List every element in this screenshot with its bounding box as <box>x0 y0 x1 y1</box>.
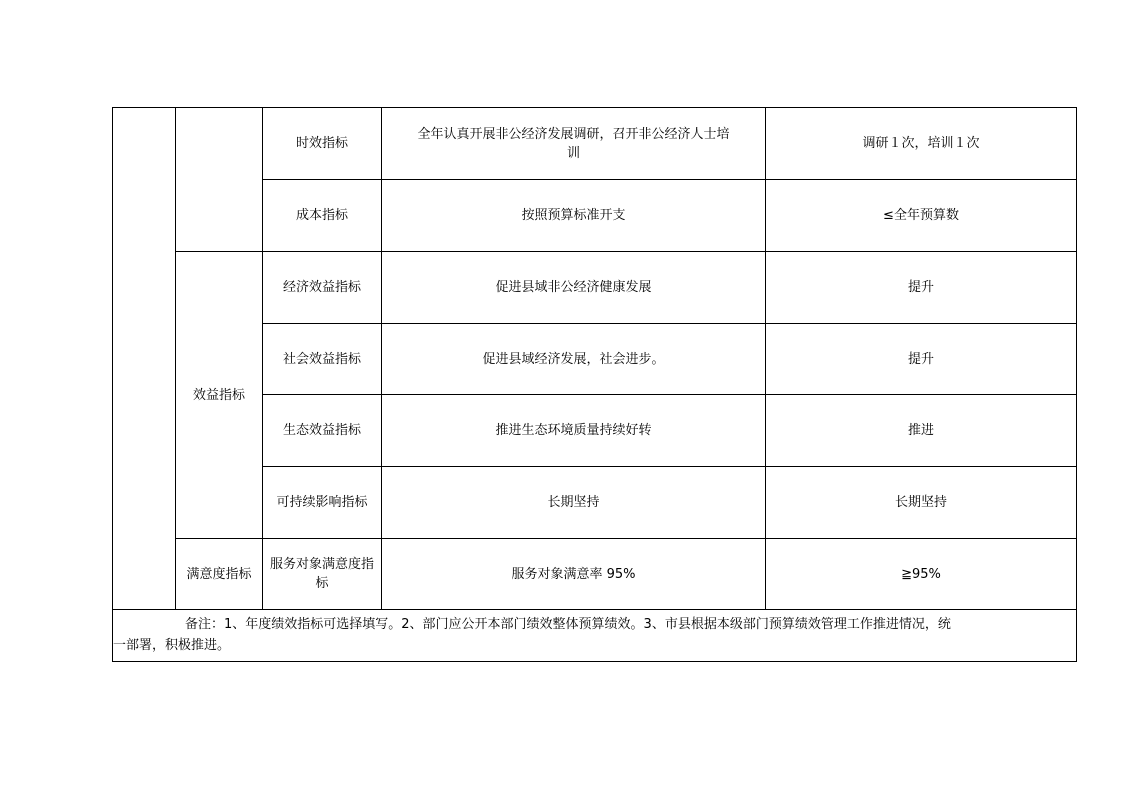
note-line-1: 备注：1、年度绩效指标可选择填写。2、部门应公开本部门绩效整体预算绩效。3、市县根据本级部门预算绩效管理工作推进情况，统 <box>185 617 951 632</box>
target-cell: 提升 <box>766 252 1077 324</box>
content-cell: 长期坚持 <box>382 467 766 539</box>
level2-category-cell: 效益指标 <box>176 252 263 539</box>
target-cell: 推进 <box>766 395 1077 467</box>
level2-category-cell <box>176 108 263 252</box>
content-cell: 服务对象满意率 95% <box>382 539 766 610</box>
table-row <box>113 539 1077 610</box>
target-cell: ≤全年预算数 <box>766 180 1077 252</box>
indicator-cell: 可持续影响指标 <box>263 467 382 539</box>
indicator-cell: 生态效益指标 <box>263 395 382 467</box>
target-cell: 调研１次，培训１次 <box>766 108 1077 180</box>
table-row <box>113 108 1077 180</box>
table-row <box>113 252 1077 324</box>
target-cell: 长期坚持 <box>766 467 1077 539</box>
indicator-cell: 时效指标 <box>263 108 382 180</box>
content-cell: 推进生态环境质量持续好转 <box>382 395 766 467</box>
note-cell <box>113 610 1077 662</box>
indicator-cell: 成本指标 <box>263 180 382 252</box>
content-cell: 按照预算标准开支 <box>382 180 766 252</box>
target-cell: ≧95% <box>766 539 1077 610</box>
level2-category-cell: 满意度指标 <box>176 539 263 610</box>
note-line-2: 一部署，积极推进。 <box>113 638 231 653</box>
target-cell: 提升 <box>766 324 1077 395</box>
indicator-cell: 经济效益指标 <box>263 252 382 324</box>
indicator-cell: 社会效益指标 <box>263 324 382 395</box>
level1-category-cell <box>113 108 176 610</box>
note-row <box>113 610 1077 662</box>
performance-indicator-table <box>112 107 1077 662</box>
content-cell: 全年认真开展非公经济发展调研，召开非公经济人士培训 <box>382 108 766 180</box>
indicator-cell: 服务对象满意度指标 <box>263 539 382 610</box>
content-cell: 促进县域非公经济健康发展 <box>382 252 766 324</box>
content-cell: 促进县域经济发展，社会进步。 <box>382 324 766 395</box>
